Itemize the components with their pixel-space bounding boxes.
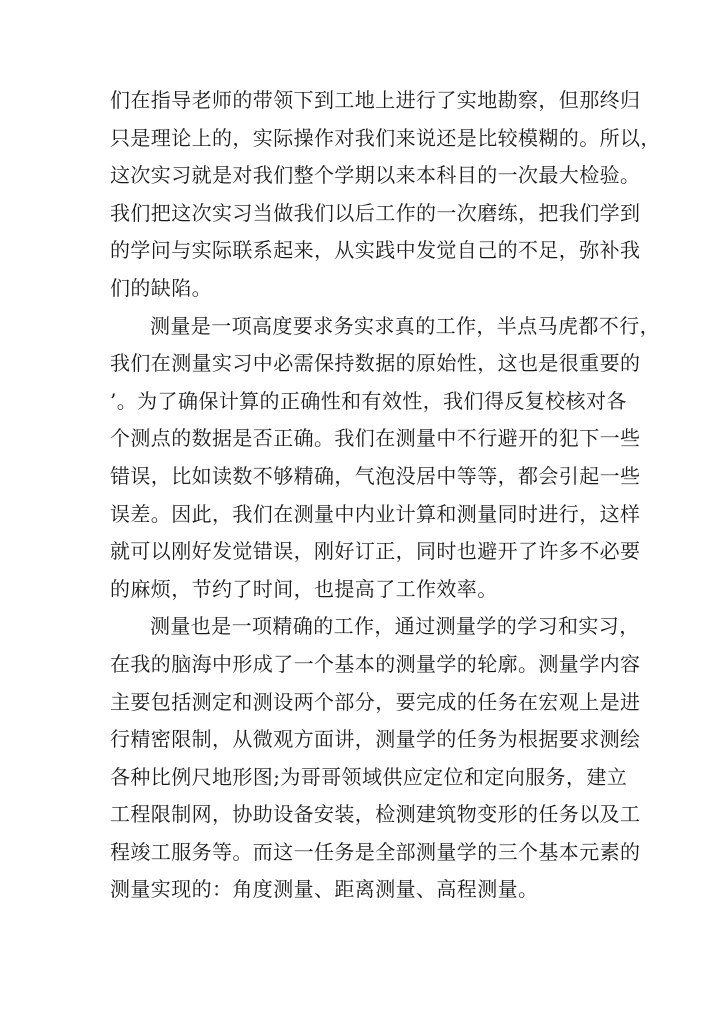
text-line: 们的缺陷。 — [110, 275, 212, 300]
text-line: 误差。因此，我们在测量中内业计算和测量同时进行，这样 — [110, 501, 641, 526]
text-line: 这次实习就是对我们整个学期以来本科目的一次最大检验。 — [110, 163, 641, 188]
text-line: ’。为了确保计算的正确性和有效性，我们得反复校核对各 — [110, 388, 627, 413]
text-line: 工程限制网，协助设备安装，检测建筑物变形的任务以及工 — [110, 802, 641, 827]
text-line: 主要包括测定和测设两个部分，要完成的任务在宏观上是进 — [110, 689, 641, 714]
text-line: 错误，比如读数不够精确，气泡没居中等等，都会引起一些 — [110, 463, 641, 488]
text-line: 个测点的数据是否正确。我们在测量中不行避开的犯下一些 — [110, 426, 641, 451]
paragraph-2 — [110, 308, 660, 609]
paragraph-1 — [110, 82, 661, 308]
text-line: 各种比例尺地形图;为哥哥领域供应定位和定向服务，建立 — [110, 764, 628, 789]
text-line: 的麻烦，节约了时间，也提高了工作效率。 — [110, 576, 498, 601]
text-line: 们在指导老师的带领下到工地上进行了实地勘察，但那终归 — [110, 88, 641, 112]
document-body — [110, 82, 661, 909]
text-line: 测量实现的：角度测量、距离测量、高程测量。 — [110, 877, 539, 902]
text-line: 我们在测量实习中必需保持数据的原始性，这也是很重要的 — [110, 351, 641, 376]
text-line: 测量也是一项精确的工作，通过测量学的学习和实习， — [150, 614, 640, 639]
text-line: 我们把这次实习当做我们以后工作的一次磨练，把我们学到 — [110, 200, 641, 225]
text-line: 的学问与实际联系起来，从实践中发觉自己的不足，弥补我 — [110, 238, 641, 263]
text-line: 就可以刚好发觉错误，刚好订正，同时也避开了许多不必要 — [110, 539, 641, 564]
text-line: 行精密限制，从微观方面讲，测量学的任务为根据要求测绘 — [110, 727, 641, 752]
text-line: 在我的脑海中形成了一个基本的测量学的轮廓。测量学内容 — [110, 651, 641, 676]
text-line: 测量是一项高度要求务实求真的工作，半点马虎都不行， — [150, 313, 660, 338]
paragraph-3 — [110, 608, 641, 909]
text-line: 只是理论上的，实际操作对我们来说还是比较模糊的。所以， — [110, 125, 661, 150]
text-line: 程竣工服务等。而这一任务是全部测量学的三个基本元素的 — [110, 839, 641, 864]
